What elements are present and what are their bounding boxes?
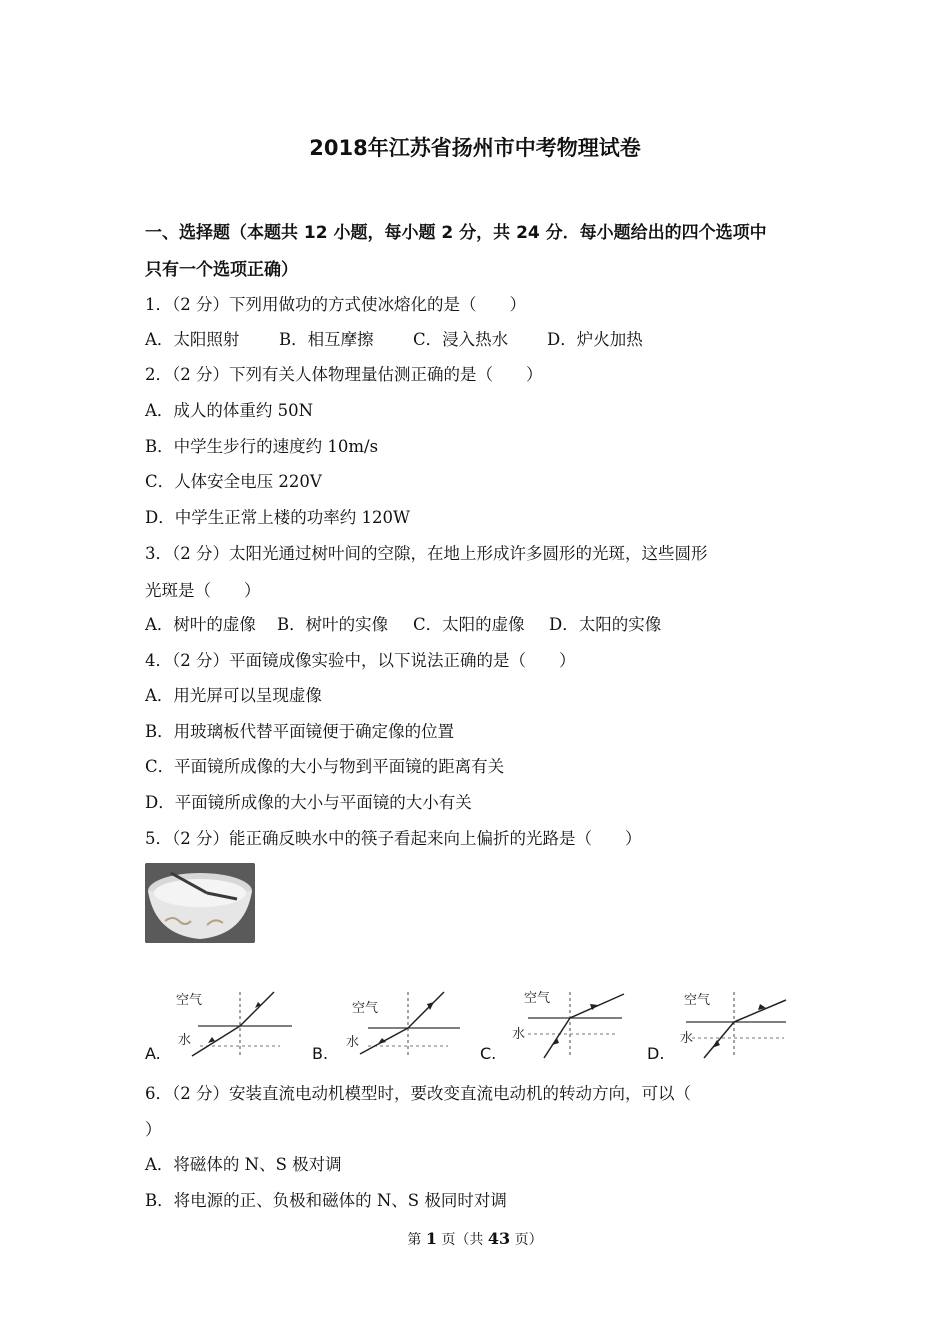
q5-a-water-label: 水 bbox=[178, 1033, 192, 1048]
q6-option-b: B．将电源的正、负极和磁体的 N、S 极同时对调 bbox=[145, 1191, 507, 1210]
q5-c-water-label: 水 bbox=[512, 1027, 526, 1042]
q1-option-b: B．相互摩擦 bbox=[279, 330, 374, 349]
q5-stem: 5．（2 分）能正确反映水中的筷子看起来向上偏折的光路是（ ） bbox=[145, 829, 642, 848]
footer-suffix: 页） bbox=[514, 1232, 543, 1248]
paper-title: 2018年江苏省扬州市中考物理试卷 bbox=[309, 136, 641, 160]
q5-b-water-label: 水 bbox=[346, 1035, 360, 1050]
page-footer bbox=[0, 1229, 950, 1249]
q1-option-a: A．太阳照射 bbox=[145, 330, 240, 349]
q3-option-a: A．树叶的虚像 bbox=[145, 615, 256, 634]
q5-c-air-label: 空气 bbox=[524, 991, 551, 1006]
section-heading-line2: 只有一个选项正确） bbox=[145, 260, 298, 280]
q1-option-c: C．浸入热水 bbox=[413, 330, 509, 349]
q5-option-a-label: A. bbox=[145, 1044, 161, 1063]
q3-option-c: C．太阳的虚像 bbox=[413, 615, 525, 634]
q3-stem-line1: 3．（2 分）太阳光通过树叶间的空隙，在地上形成许多圆形的光斑，这些圆形 bbox=[145, 544, 708, 563]
q4-option-b: B．用玻璃板代替平面镜便于确定像的位置 bbox=[145, 722, 455, 741]
q4-option-a: A．用光屏可以呈现虚像 bbox=[145, 686, 322, 705]
q6-option-a: A．将磁体的 N、S 极对调 bbox=[145, 1155, 342, 1174]
q3-stem-line2: 光斑是（ ） bbox=[145, 581, 261, 600]
q2-stem: 2．（2 分）下列有关人体物理量估测正确的是（ ） bbox=[145, 365, 543, 384]
q5-b-air-label: 空气 bbox=[352, 1001, 379, 1016]
q2-option-b: B．中学生步行的速度约 10m/s bbox=[145, 437, 379, 456]
footer-mid: 页（共 bbox=[441, 1232, 484, 1248]
footer-page-number: 1 bbox=[425, 1229, 437, 1248]
q5-option-b-label: B. bbox=[312, 1044, 329, 1063]
q5-d-air-label: 空气 bbox=[684, 993, 711, 1008]
q1-option-d: D．炉火加热 bbox=[547, 330, 643, 349]
q5-a-air-label: 空气 bbox=[176, 993, 203, 1008]
q6-stem-line2: ） bbox=[145, 1120, 162, 1139]
q5-diagram-a bbox=[170, 990, 300, 1060]
q5-diagram-c bbox=[506, 990, 636, 1060]
q6-stem-line1: 6．（2 分）安装直流电动机模型时，要改变直流电动机的转动方向，可以（ bbox=[145, 1084, 691, 1103]
q4-stem: 4．（2 分）平面镜成像实验中，以下说法正确的是（ ） bbox=[145, 651, 576, 670]
q5-option-c-label: C. bbox=[480, 1044, 497, 1063]
q3-options bbox=[145, 614, 661, 636]
q4-option-d: D．平面镜所成像的大小与平面镜的大小有关 bbox=[145, 793, 472, 812]
q2-option-c: C．人体安全电压 220V bbox=[145, 472, 322, 491]
q4-option-c: C．平面镜所成像的大小与物到平面镜的距离有关 bbox=[145, 757, 505, 776]
q3-option-d: D．太阳的实像 bbox=[549, 615, 662, 634]
footer-total-pages: 43 bbox=[487, 1229, 511, 1248]
chopsticks-bowl-photo bbox=[145, 863, 255, 943]
q2-option-a: A．成人的体重约 50N bbox=[145, 401, 314, 420]
q5-option-d-label: D. bbox=[647, 1044, 665, 1063]
q5-diagram-d bbox=[674, 990, 804, 1060]
q2-option-d: D．中学生正常上楼的功率约 120W bbox=[145, 508, 410, 527]
q1-stem: 1．（2 分）下列用做功的方式使冰熔化的是（ ） bbox=[145, 295, 526, 314]
q3-option-b: B．树叶的实像 bbox=[277, 615, 389, 634]
q5-diagram-b bbox=[338, 990, 468, 1060]
section-heading-line1: 一、选择题（本题共 12 小题，每小题 2 分，共 24 分．每小题给出的四个选项中 bbox=[145, 223, 767, 243]
q1-options bbox=[145, 329, 643, 351]
footer-prefix: 第 bbox=[407, 1232, 422, 1248]
q5-d-water-label: 水 bbox=[680, 1031, 694, 1046]
